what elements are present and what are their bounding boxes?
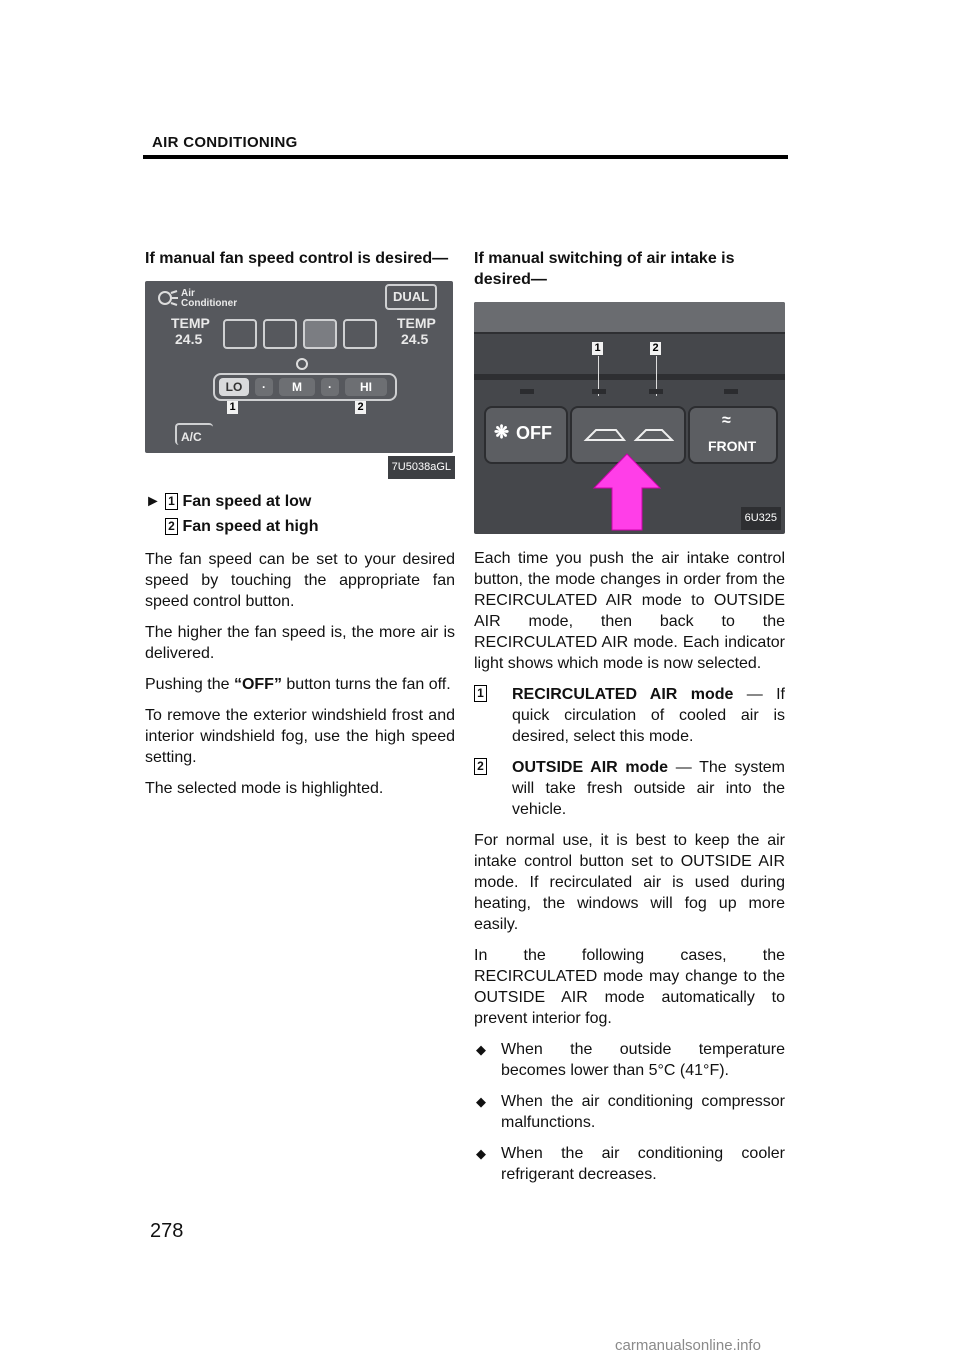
bullet-icon: ◆ [476,1094,486,1109]
left-heading: If manual fan speed control is desired— [145,250,449,267]
fan-step-button[interactable]: · [255,378,273,396]
dual-button[interactable] [385,284,437,310]
air-label: Air [181,288,195,299]
fan-speed-icon [295,357,309,371]
ac-label: A/C [181,430,202,444]
fan-hi-button[interactable]: HI [345,378,387,396]
defrost-icon: ≈ [722,412,731,429]
paragraph: For normal use, it is best to keep the air intake control button set to OUTSIDE AIR mode. If recirculated air is used during heating, the windows will fog up more easily. [474,832,785,933]
front-label: FRONT [708,438,757,454]
arrow-icon: ► [145,493,161,510]
figure-code: 6U325 [741,507,781,530]
paragraph: The higher the fan speed is, the more air is delivered. [145,624,455,662]
section-header: AIR CONDITIONING [152,134,298,151]
header-rule [143,155,788,159]
indicator-light [592,389,606,394]
callout-1: 1 [227,401,238,414]
temp-left-value: 24.5 [175,331,203,347]
fan-screen-figure [145,281,453,453]
mode-defrost-button[interactable] [343,319,377,349]
paragraph: Pushing the “OFF” button turns the fan off. [145,676,451,693]
fan-step-button[interactable]: · [321,378,339,396]
bullet-item: ◆ When the air conditioning cooler refrigerant decreases. [476,1145,785,1183]
temp-left-label: TEMP [171,315,210,331]
dual-label: DUAL [393,289,430,304]
right-heading: If manual switching of air intake is desired— [474,250,735,288]
paragraph: To remove the exterior windshield frost and interior windshield fog, use the high speed setting. [145,707,455,766]
fan-icon [157,289,179,307]
callout-2: 2 [650,342,661,355]
temp-right-value: 24.5 [401,331,429,347]
page-number: 278 [150,1220,184,1242]
fan-off-key[interactable] [484,406,568,464]
left-column [145,248,455,809]
bullet-icon: ◆ [476,1146,486,1161]
list-item: ► 1 Fan speed at low [145,493,312,510]
right-column [474,248,785,1195]
car-recirculate-icon [582,424,674,446]
off-label: OFF [516,423,552,443]
callout-1: 1 [592,342,603,355]
pointer-arrow-icon [592,452,662,532]
callout-2: 2 [355,401,366,414]
indicator-light [649,389,663,394]
fan-speed-row [213,373,397,401]
fan-icon: ❋ [494,422,510,442]
indicator-light [724,389,738,394]
fan-lo-button[interactable]: LO [219,378,249,396]
paragraph: The selected mode is highlighted. [145,780,384,797]
definition-item: 1 RECIRCULATED AIR mode — If quick circulation of cooled air is desired, select this mode. [474,684,785,747]
watermark: carmanualsonline.info [615,1337,761,1354]
figure-code: 7U5038aGL [388,456,455,479]
mode-feet-button[interactable] [303,319,337,349]
bullet-item: ◆ When the outside temperature becomes lower than 5°C (41°F). [476,1041,785,1079]
air-intake-figure [474,302,785,534]
front-defrost-key[interactable] [688,406,778,464]
fan-m-button[interactable]: M [279,378,315,396]
bullet-icon: ◆ [476,1042,486,1057]
list-item: 2 Fan speed at high [145,516,455,537]
ac-button[interactable] [175,423,213,445]
panel-strip [474,374,785,380]
paragraph: In the following cases, the RECIRCULATED mode may change to the OUTSIDE AIR mode automatically to prevent interior fog. [474,947,785,1027]
mode-face-button[interactable] [223,319,257,349]
temp-right-label: TEMP [397,315,436,331]
definition-item: 2 OUTSIDE AIR mode — The system will take fresh outside air into the vehicle. [474,757,785,820]
conditioner-label: Conditioner [181,298,238,309]
bullet-item: ◆ When the air conditioning compressor malfunctions. [476,1093,785,1131]
mode-bilevel-button[interactable] [263,319,297,349]
paragraph: Each time you push the air intake control button, the mode changes in order from the RECIRCULATED AIR mode to OUTSIDE AIR mode, then back to the RECIRCULATED AIR mode. Each indicator light shows which mode is now selected. [474,550,785,672]
paragraph: The fan speed can be set to your desired speed by touching the appropriate fan speed control button. [145,551,455,610]
indicator-light [520,389,534,394]
panel-top [474,302,785,334]
